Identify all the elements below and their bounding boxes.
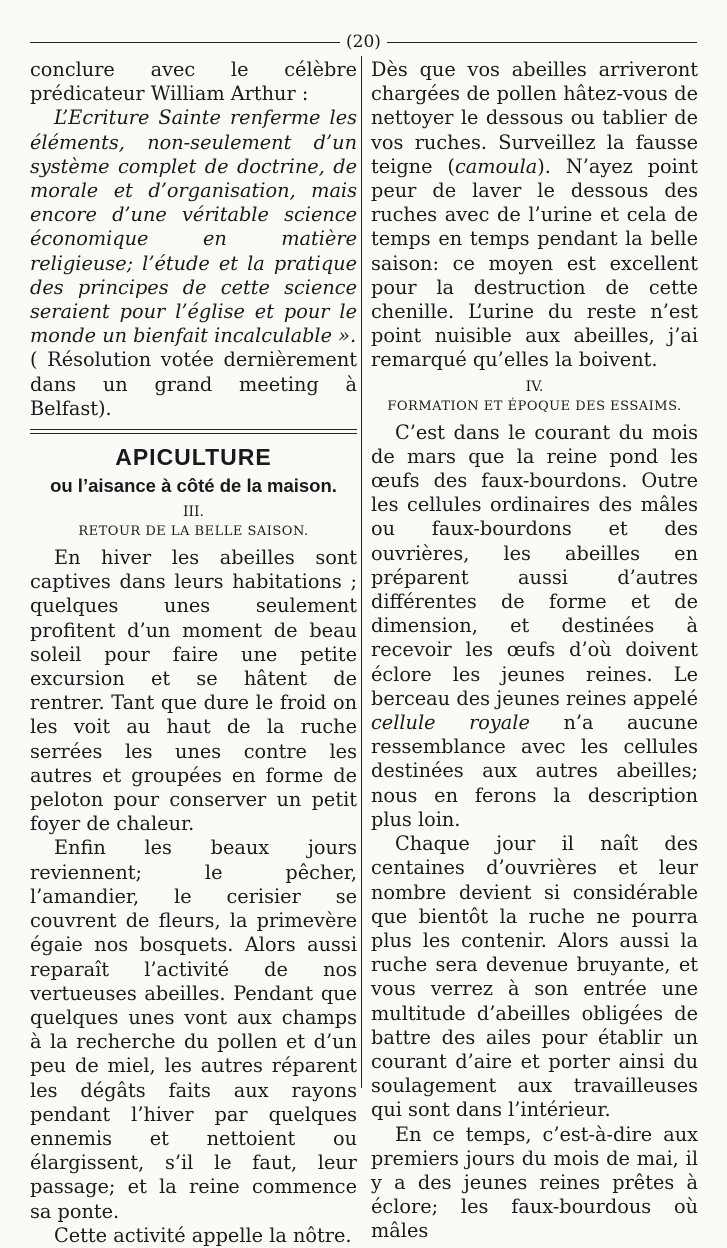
section-number: IV. [525,378,544,395]
resolution-note: ( Résolution votée dernièrement dans un grand meeting à Belfast). [30,348,357,420]
body-paragraph: Chaque jour il naît des centaines d’ouvrières et leur nombre devient si considérable que bientôt la ruche ne pourra plus les contenir. Alors aussi la ruche sera devenue bruyante, et vous verrez à son entrée une multitude d’abeilles obligées de battre des ailes pour établir un courant d’aire et porter ainsi du soulagement aux travailleuses qui sont dans l’intérieur. [371,832,698,1122]
body-paragraph: Dès que vos abeilles arriveront chargées de pollen hâtez-vous de nettoyer le dessous ou tablier de vos ruches. Surveillez la fausse teigne (camoula). N’ayez point peur de laver le dessous des ruches avec de l’urine et cela de temps en temps pendant la belle saison: ce moyen est excellent pour la destruction de cette chenille. L’urine du reste n’est point nuisible aux abeilles, j’ai remarqué qu’elles la boivent. [371,58,698,372]
closing-paragraph: conclure avec le célèbre prédicateur William Arthur : [30,58,357,106]
page-header [30,30,697,54]
section-number: III. [182,504,205,521]
right-column [371,58,698,1244]
body-paragraph: C’est dans le courant du mois de mars que la reine pond les œufs des faux-bourdons. Outre les cellules ordinaires des mâles ou faux-bourdons et des ouvrières, les abeilles en préparent aussi d’autres différentes de forme et de dimension, et destinées à recevoir les œufs d’où doivent éclore les jeunes reines. Le berceau des jeunes reines appelé cellule royale n’a aucune ressemblance avec les cellules destinées aux autres abeilles; nous en ferons la description plus loin. [371,420,698,831]
body-paragraph: Cette activité appelle la nôtre. [54,1223,352,1247]
italic-term: cellule royale [371,711,530,735]
body-paragraph: En ce temps, c’est-à-dire aux premiers jours du mois de mai, il y a des jeunes reines prêtes à éclore; les faux-bourdous où mâles [371,1122,698,1243]
body-paragraph: En hiver les abeilles sont captives dans leurs habitations ; quelques unes seulement profitent d’un moment de beau soleil pour faire une petite excursion et se hâtent de rentrer. Tant que dure le froid on les voit au haut de la ruche serrées les unes contre les autres et groupées en forme de peloton pour conserver un petit foyer de chaleur. [30,546,357,836]
section-title: FORMATION ET ÉPOQUE DES ESSAIMS. [387,398,682,414]
header-rule-right [387,42,697,43]
column-divider [361,56,362,1088]
italic-term: camoula [454,154,538,178]
quote-paragraph: L’Ecriture Sainte renferme les éléments, non-seulement d’un système complet de doctrine, de morale et d’organisation, mais encore d’une véritable science économique en matière religieuse; l’étude et la pratique des principes de cette science seraient pour l’église et pour le monde un bienfait incalculable ». [30,106,357,348]
body-paragraph: Enfin les beaux jours reviennent; le pêcher, l’amandier, le cerisier se couvrent de fleurs, la primevère égaie nos bosquets. Alors aussi reparaît l’activité de nos vertueuses abeilles. Pendant que quelques unes vont aux champs à la recherche du pollen et d’un peu de miel, les autres réparent les dégâts faits aux rayons pendant l’hiver par quelques ennemis et nettoient ou élargissent, s’il le faut, leur passage; et la reine commence sa ponte. [30,836,357,1223]
header-rule-left [30,42,340,43]
article-subtitle: ou l’aisance à côté de la maison. [50,475,337,497]
section-separator [30,429,357,434]
article-title: APICULTURE [115,444,272,471]
section-title: RETOUR DE LA BELLE SAISON. [78,524,309,540]
left-column [30,58,357,1248]
page-number: (20) [346,32,381,52]
